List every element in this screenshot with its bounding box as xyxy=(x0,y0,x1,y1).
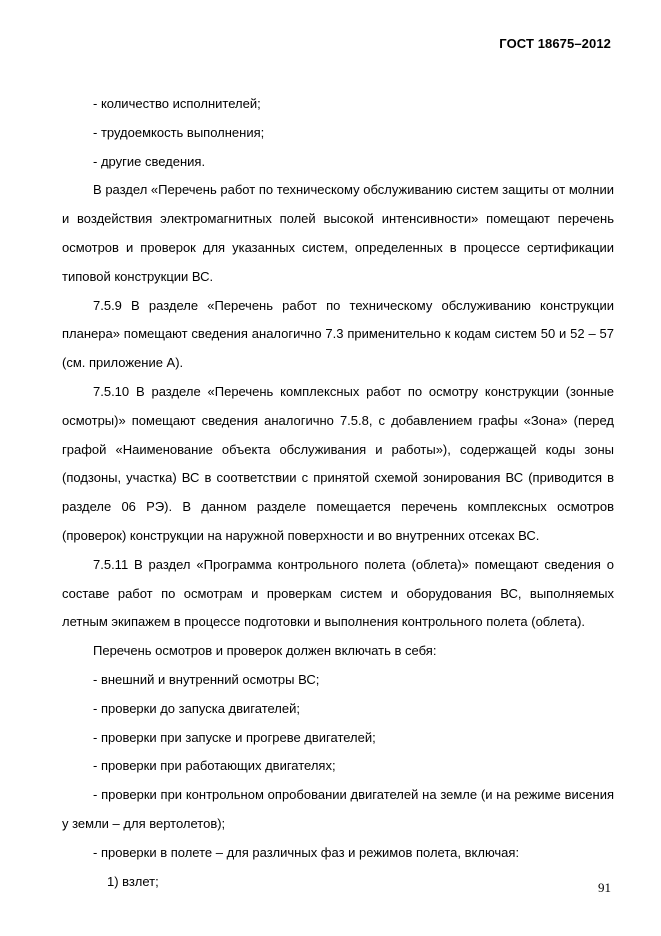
paragraph-7-5-10: 7.5.10 В разделе «Перечень комплексных работ по осмотру конструкции (зонные осмотры)» помещают сведения аналогично 7.5.8, с добавлением графы «Зона» (перед графой «Наименование объекта обслуживания и работы»), содержащей коды зоны (подзоны, участка) ВС в соответствии с принятой схемой зонирования ВС (приводится в разделе 06 РЭ). В данном разделе помещается перечень комплексных осмотров (проверок) конструкции на наружной поверхности и во внутренних отсеках ВС. xyxy=(62,383,614,543)
list-item-external-internal-inspection: - внешний и внутренний осмотры ВС; xyxy=(93,671,320,687)
paragraph-7-5-11: 7.5.11 В раздел «Программа контрольного полета (облета)» помещают сведения о составе работ по осмотрам и проверкам систем и оборудования ВС, выполняемых летным экипажем в процессе подготовки и выполнения контрольного полета (облета). xyxy=(62,556,614,630)
page-number: 91 xyxy=(598,880,611,895)
document-body xyxy=(62,90,614,896)
list-item-other-info: - другие сведения. xyxy=(93,153,206,169)
list-item-performers-count: - количество исполнителей; xyxy=(93,96,261,111)
list-item-running-engine-checks: - проверки при работающих двигателях; xyxy=(93,758,336,774)
paragraph-7-5-9: 7.5.9 В разделе «Перечень работ по техническому обслуживанию конструкции планера» помещают сведения аналогично 7.3 применительно к кодам систем 50 и 52 – 57 (см. приложение А). xyxy=(62,297,614,371)
paragraph-inspection-list-intro: Перечень осмотров и проверок должен включать в себя: xyxy=(93,643,437,659)
list-item-takeoff: 1) взлет; xyxy=(107,873,159,889)
list-item-pre-start-checks: - проверки до запуска двигателей; xyxy=(93,700,300,716)
list-item-labor-intensity: - трудоемкость выполнения; xyxy=(93,124,265,140)
document-code-header: ГОСТ 18675–2012 xyxy=(499,36,611,51)
list-item-ground-run-checks: - проверки при контрольном опробовании двигателей на земле (и на режиме висения у земли – для вертолетов); xyxy=(62,787,614,831)
paragraph-lightning-protection: В раздел «Перечень работ по техническому обслуживанию систем защиты от молнии и воздействия электромагнитных полей высокой интенсивности» помещают перечень осмотров и проверок для указанных систем, определенных в процессе сертификации типовой конструкции ВС. xyxy=(62,182,614,284)
list-item-start-warmup-checks: - проверки при запуске и прогреве двигателей; xyxy=(93,729,376,745)
list-item-in-flight-checks: - проверки в полете – для различных фаз и режимов полета, включая: xyxy=(93,844,520,860)
